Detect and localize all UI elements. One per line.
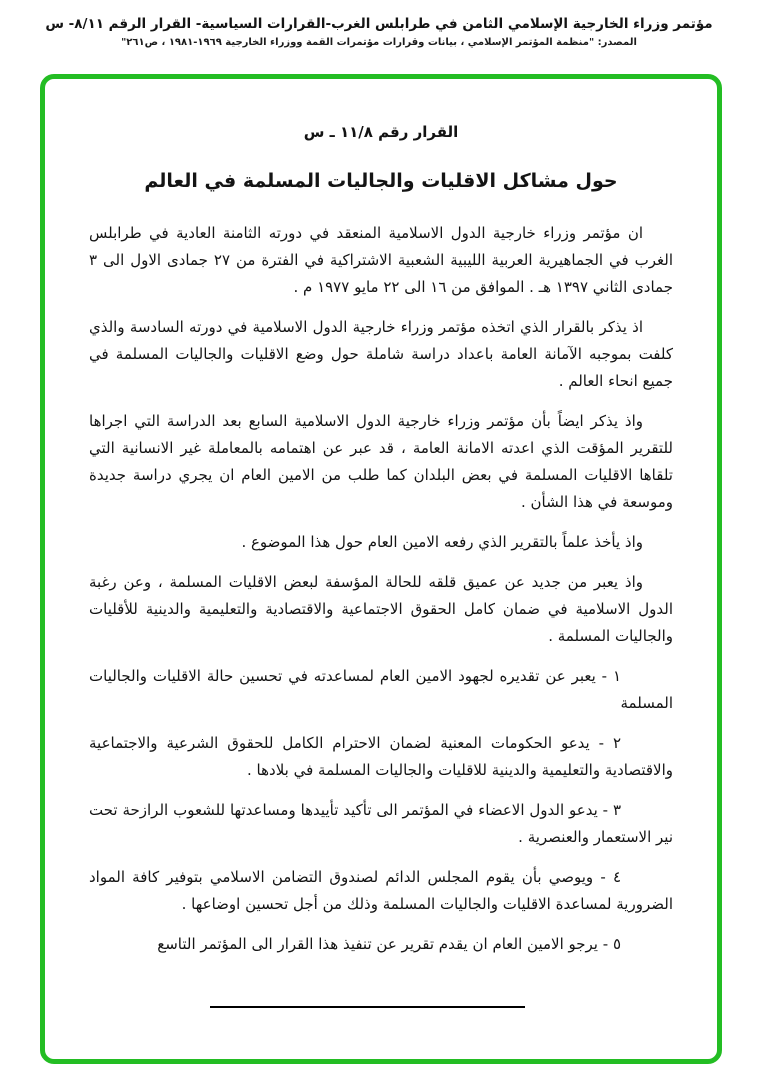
- preamble-paragraph: اذ يذكر بالقرار الذي اتخذه مؤتمر وزراء خارجية الدول الاسلامية في دورته السادسة والذي كلفت بموجبه الآمانة العامة باعداد دراسة شاملة حول وضع الاقليات والجاليات المسلمة في جميع انحاء العالم .: [89, 318, 673, 391]
- resolution-clause-3: ٣ - يدعو الدول الاعضاء في المؤتمر الى تأكيد تأييدها ومساعدتها للشعوب الرازحة تحت نير الاستعمار والعنصرية .: [89, 801, 673, 847]
- footer-divider: [210, 1006, 525, 1008]
- preamble-paragraph: واذ يأخذ علماً بالتقرير الذي رفعه الامين العام حول هذا الموضوع .: [241, 533, 643, 552]
- resolution-clause-2: ٢ - يدعو الحكومات المعنية لضمان الاحترام الكامل للحقوق الشرعية والاجتماعية والاقتصادية والتعليمية والدينية للاقليات والجاليات المسلمة في بلادها .: [89, 734, 673, 780]
- preamble-paragraph: ان مؤتمر وزراء خارجية الدول الاسلامية المنعقد في دورته الثامنة العادية في طرابلس الغرب في الجماهيرية العربية الليبية الشعبية الاشتراكية في الفترة من ٢٧ جمادى الاول الى ٣ جمادى الثاني ١٣٩٧ هـ . الموافق من ١٦ الى ٢٢ مايو ١٩٧٧ م .: [89, 224, 673, 297]
- resolution-subject-title: حول مشاكل الاقليات والجاليات المسلمة في العالم: [144, 170, 618, 192]
- header-title: مؤتمر وزراء الخارجية الإسلامي الثامن في طرابلس الغرب-القرارات السياسية- القرار الرقم ٨/١١- س: [45, 16, 713, 32]
- preamble-paragraph: واذ يعبر من جديد عن عميق قلقه للحالة المؤسفة لبعض الاقليات المسلمة ، وعن رغبة الدول الاسلامية في ضمان كامل الحقوق الاجتماعية والاقتصادية والتعليمية والدينية للأقليات والجاليات المسلمة .: [89, 573, 673, 646]
- resolution-number-title: القرار رقم ١١/٨ ـ س: [303, 123, 459, 141]
- resolution-clause-1: ١ - يعبر عن تقديره لجهود الامين العام لمساعدته في تحسين حالة الاقليات والجاليات المسلمة: [89, 667, 673, 713]
- preamble-paragraph: واذ يذكر ايضاً بأن مؤتمر وزراء خارجية الدول الاسلامية السابع بعد الدراسة التي اجراها للتقرير المؤقت الذي اعدته الامانة العامة ، قد عبر عن اهتمامه بالمعاملة غير الانسانية التي تلقاها الاقليات المسلمة في بعض البلدان كما طلب من الامين العام ان يجري دراسة جديدة وموسعة في هذا الشأن .: [89, 412, 673, 512]
- resolution-clause-5: ٥ - يرجو الامين العام ان يقدم تقرير عن تنفيذ هذا القرار الى المؤتمر التاسع: [157, 935, 621, 954]
- page-header: [0, 0, 758, 48]
- document-frame: [40, 74, 722, 1064]
- resolution-clause-4: ٤ - ويوصي بأن يقوم المجلس الدائم لصندوق التضامن الاسلامي بتوفير كافة المواد الضرورية لمساعدة الاقليات والجاليات المسلمة وذلك من أجل تحسين اوضاعها .: [89, 868, 673, 914]
- document-content: [45, 79, 717, 1008]
- header-source: المصدر: "منظمة المؤتمر الإسلامي ، بيانات وقرارات مؤتمرات القمة ووزراء الخارجية ١٩٦٩-١٩٨١ ، ص٢٦١": [121, 37, 637, 49]
